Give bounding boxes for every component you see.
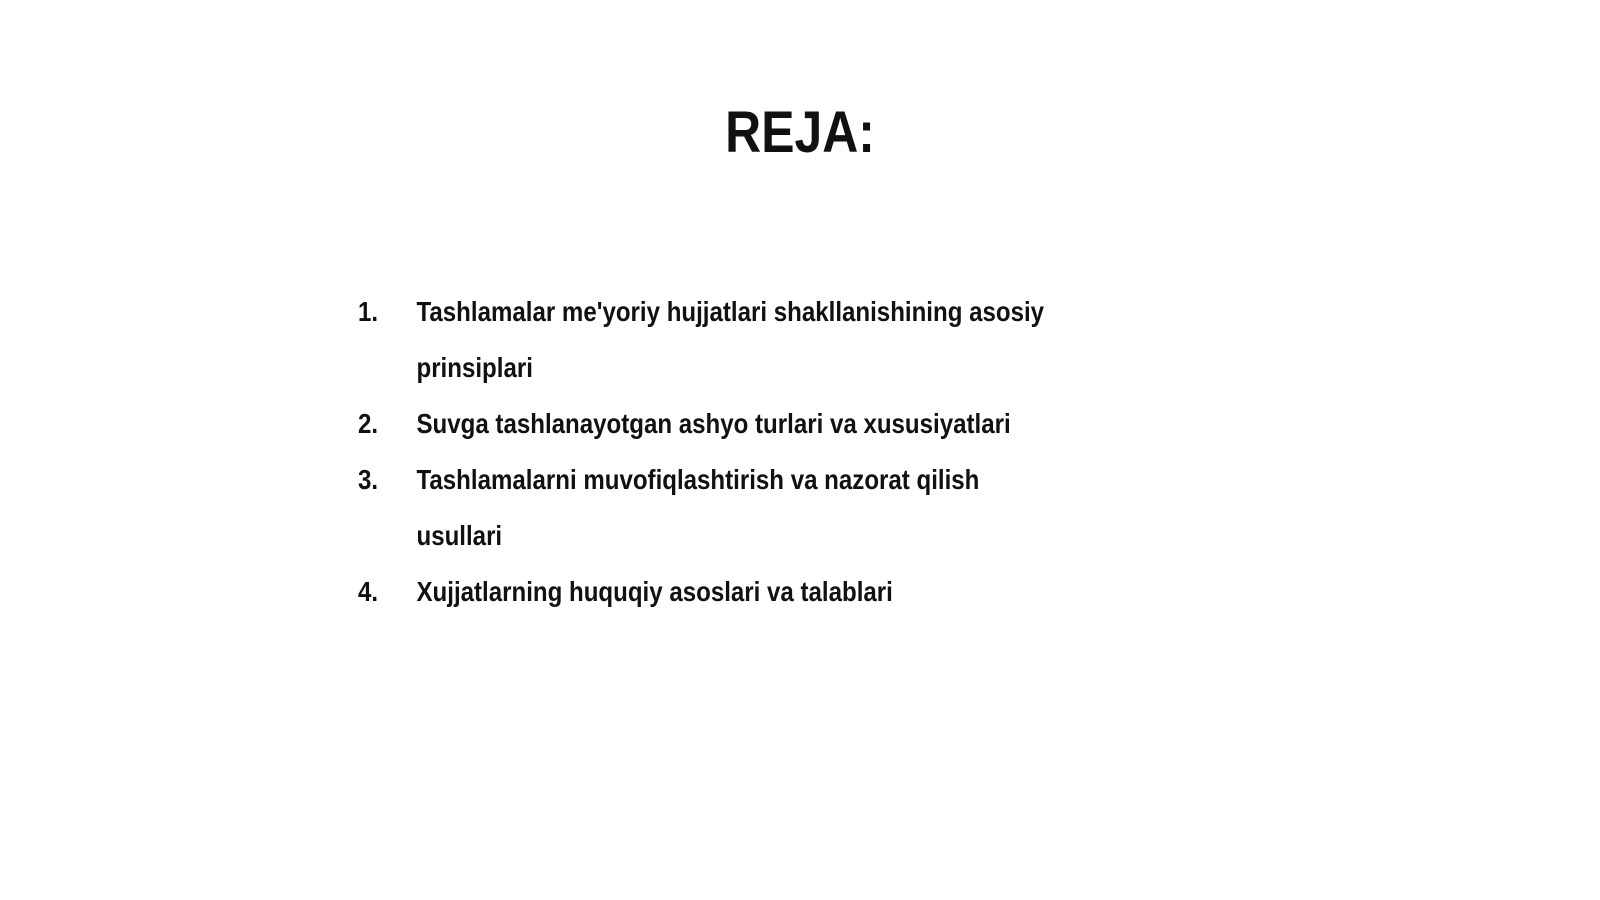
plan-item-number: 2.	[358, 408, 379, 439]
plan-item-text: Xujjatlarning huquqiy asoslari va talablari	[416, 576, 893, 607]
plan-item-4	[358, 564, 1132, 620]
plan-item-text: Suvga tashlanayotgan ashyo turlari va xususiyatlari	[416, 408, 1011, 439]
plan-list	[358, 284, 1178, 620]
plan-item-2	[358, 396, 1132, 452]
plan-item-1	[358, 284, 1132, 396]
plan-item-number: 1.	[358, 296, 379, 327]
plan-item-number: 3.	[358, 464, 379, 495]
plan-item-number: 4.	[358, 576, 379, 607]
plan-item-text: Tashlamalarni muvofiqlashtirish va nazorat qilish usullari	[416, 464, 980, 551]
plan-item-3	[358, 452, 1132, 564]
plan-item-text: Tashlamalar me'yoriy hujjatlari shakllanishining asosiy prinsiplari	[416, 296, 1045, 383]
slide-title: REJA:	[725, 100, 875, 165]
